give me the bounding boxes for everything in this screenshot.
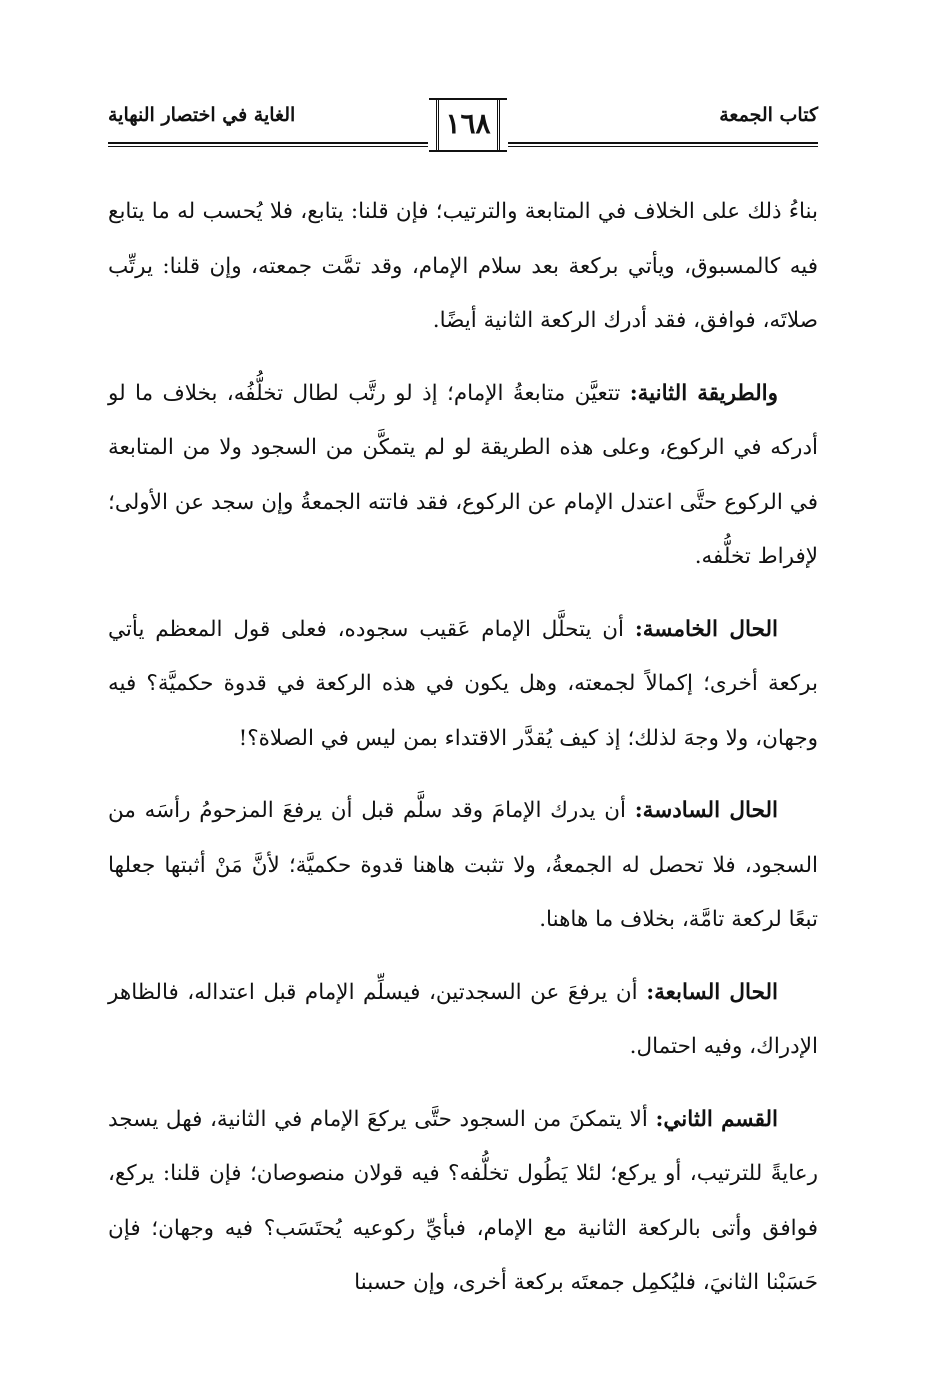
paragraph (108, 185, 818, 349)
paragraph-text: أن يتحلَّل الإمام عَقيب سجوده، فعلى قول المعظم يأتي بركعة أخرى؛ إكمالاً لجمعته، وهل يكون في هذه الركعة في قدوة حكميَّة؟ فيه وجهان، ولا وجهَ لذلك؛ إذ كيف يُقدَّر الاقتداء بمن ليس في الصلاة؟! (108, 616, 818, 751)
paragraph-text: ألا يتمكنَ من السجود حتَّى يركعَ الإمام في الثانية، فهل يسجد رعايةً للترتيب، أو يركع؛ لئلا يَطُول تخلُّفه؟ فيه قولان منصوصان؛ فإن قلنا: يركع، فوافق وأتى بالركعة الثانية مع الإمام، فبأيِّ ركوعيه يُحتَسَب؟ فيه وجهان؛ فإن حَسَبْنا الثانيَ، فليُكمِل جمعتَه بركعة أخرى، وإن حسبنا (108, 1106, 818, 1295)
paragraph-text: أن يرفعَ عن السجدتين، فيسلِّم الإمام قبل اعتداله، فالظاهر الإدراك، وفيه احتمال. (108, 979, 818, 1059)
paragraph-lead: الحال السابعة: (646, 979, 779, 1005)
page-number-box (428, 92, 508, 158)
body-text (108, 185, 818, 1329)
paragraph (108, 784, 818, 948)
chapter-title: كتاب الجمعة (719, 104, 818, 126)
paragraph-lead: الحال الخامسة: (634, 616, 778, 642)
paragraph (108, 966, 818, 1075)
paragraph-lead: والطريقة الثانية: (629, 380, 778, 406)
paragraph-lead: القسم الثاني: (655, 1106, 778, 1132)
paragraph-lead: الحال السادسة: (634, 798, 779, 823)
paragraph (108, 1093, 818, 1311)
paragraph (108, 603, 818, 767)
paragraph-text: أن يدرك الإمامَ وقد سلَّم قبل أن يرفعَ المزحومُ رأسَه من السجود، فلا تحصل له الجمعةُ، ولا تثبت هاهنا قدوة حكميَّة؛ لأنَّ مَنْ أثبتها جعلها تبعًا لركعة تامَّة، بخلاف ما هاهنا. (108, 798, 818, 932)
page-number: ١٦٨ (445, 107, 491, 140)
paragraph-text: بناءُ ذلك على الخلاف في المتابعة والترتيب؛ فإن قلنا: يتابع، فلا يُحسب له ما يتابع فيه كالمسبوق، ويأتي بركعة بعد سلام الإمام، وقد تمَّت جمعته، وإن قلنا: يرتِّب صلاتَه، فوافق، فقد أدرك الركعة الثانية أيضًا. (108, 199, 818, 333)
book-title: الغاية في اختصار النهاية (108, 104, 296, 126)
running-header (108, 100, 818, 156)
paragraph (108, 367, 818, 585)
paragraph-text: تتعيَّن متابعةُ الإمام؛ إذ لو رتَّب لطال تخلُّفُه، بخلاف ما لو أدركه في الركوع، وعلى هذه الطريقة لو لم يتمكَّن من السجود ولا من المتابعة في الركوع حتَّى اعتدل الإمام عن الركوع، فقد فاتته الجمعةُ وإن سجد عن الأولى؛ لإفراط تخلُّفه. (108, 380, 818, 569)
